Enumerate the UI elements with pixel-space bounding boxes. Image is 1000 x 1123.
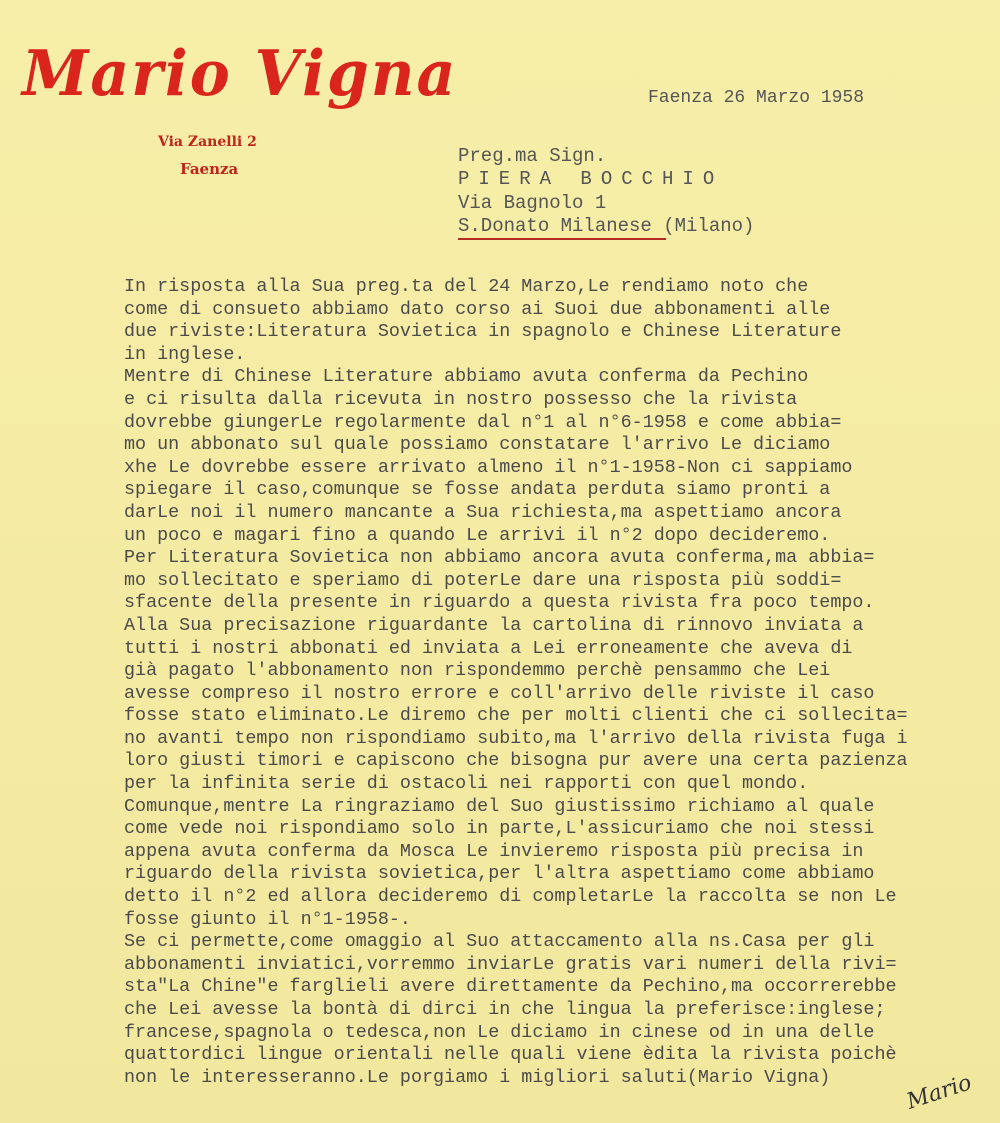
body-line: come di consueto abbiamo dato corso ai Suoi due abbonamenti alle — [124, 298, 831, 320]
body-line: appena avuta conferma da Mosca Le invieremo risposta più precisa in — [124, 840, 864, 862]
letterhead-name: Mario Vigna — [22, 37, 458, 111]
body-line: xhe Le dovrebbe essere arrivato almeno il n°1-1958-Non ci sappiamo — [124, 456, 853, 478]
body-line: detto il n°2 ed allora decideremo di completarLe la raccolta se non Le — [124, 886, 897, 908]
body-line: e ci risulta dalla ricevuta in nostro possesso che la rivista — [124, 388, 798, 410]
handwritten-signature: Mario — [903, 1070, 975, 1115]
body-line: non le interesseranno.Le porgiamo i migliori saluti(Mario Vigna) — [124, 1066, 831, 1088]
body-line: In risposta alla Sua preg.ta del 24 Marzo,Le rendiamo noto che — [124, 276, 809, 297]
body-line: due riviste:Literatura Sovietica in spagnolo e Chinese Literature — [124, 321, 842, 343]
recipient-name: PIERA BOCCHIO — [458, 168, 724, 190]
recipient-salutation: Preg.ma Sign. — [458, 145, 607, 167]
body-line: come vede noi rispondiamo solo in parte,L'assicuriamo che noi stessi — [124, 818, 875, 840]
body-line: fosse stato eliminato.Le diremo che per molti clienti che ci sollecita= — [124, 705, 908, 727]
body-line: che Lei avesse la bontà di dirci in che lingua la preferisce:inglese; — [124, 999, 886, 1020]
body-line: francese,spagnola o tedesca,non Le diciamo in cinese od in una delle — [124, 1021, 875, 1043]
body-line: mo sollecitato e speriamo di poterLe dare una risposta più soddi= — [124, 569, 842, 591]
recipient-street: Via Bagnolo 1 — [458, 192, 607, 214]
body-line: Comunque,mentre La ringraziamo del Suo giustissimo richiamo al quale — [124, 795, 875, 817]
body-line: Alla Sua precisazione riguardante la cartolina di rinnovo inviata a — [124, 614, 864, 636]
letterhead-city: Faenza — [180, 160, 239, 178]
body-line: Per Literatura Sovietica non abbiamo ancora avuta conferma,ma abbia= — [124, 547, 875, 569]
body-line: Se ci permette,come omaggio al Suo attaccamento alla ns.Casa per gli — [124, 931, 875, 953]
body-line: abbonamenti inviatici,vorremmo inviarLe gratis vari numeri della rivi= — [124, 953, 897, 975]
body-line: avesse compreso il nostro errore e coll'arrivo delle riviste il caso — [124, 682, 875, 704]
recipient-city: S.Donato Milanese (Milano) — [458, 215, 755, 237]
body-line: darLe noi il numero mancante a Sua richiesta,ma aspettiamo ancora — [124, 501, 842, 523]
body-line: per la infinita serie di ostacoli nei rapporti con quel mondo. — [124, 773, 809, 795]
body-line: sta"La Chine"e farglieli avere direttamente da Pechino,ma occorrerebbe — [124, 976, 897, 998]
body-line: in inglese. — [124, 343, 246, 365]
body-line: fosse giunto il n°1-1958-. — [124, 908, 411, 930]
body-line: loro giusti timori e capiscono che bisogna pur avere una certa pazienza — [124, 750, 908, 772]
body-line: mo un abbonato sul quale possiamo constatare l'arrivo Le diciamo — [124, 434, 831, 456]
body-line: quattordici lingue orientali nelle quali viene èdita la rivista poichè — [124, 1044, 897, 1066]
letter-body — [124, 276, 984, 1089]
body-line: spiegare il caso,comunque se fosse andata perduta siamo pronti a — [124, 479, 831, 501]
body-line: un poco e magari fino a quando Le arrivi il n°2 dopo decideremo. — [124, 524, 831, 546]
body-line: già pagato l'abbonamento non rispondemmo perchè pensammo che Lei — [124, 660, 831, 682]
body-line: Mentre di Chinese Literature abbiamo avuta conferma da Pechino — [124, 366, 809, 388]
letter-date: Faenza 26 Marzo 1958 — [648, 88, 865, 108]
body-line: no avanti tempo non rispondiamo subito,ma l'arrivo della rivista fuga i — [124, 727, 908, 749]
body-line: riguardo della rivista sovietica,per l'altra aspettiamo come abbiamo — [124, 863, 875, 885]
body-line: tutti i nostri abbonati ed inviata a Lei erroneamente che aveva di — [124, 637, 853, 659]
city-underline — [458, 238, 666, 240]
body-line: dovrebbe giungerLe regolarmente dal n°1 al n°6-1958 e come abbia= — [124, 411, 842, 433]
letterhead-street: Via Zanelli 2 — [158, 134, 257, 150]
body-line: sfacente della presente in riguardo a questa rivista fra poco tempo. — [124, 592, 875, 614]
